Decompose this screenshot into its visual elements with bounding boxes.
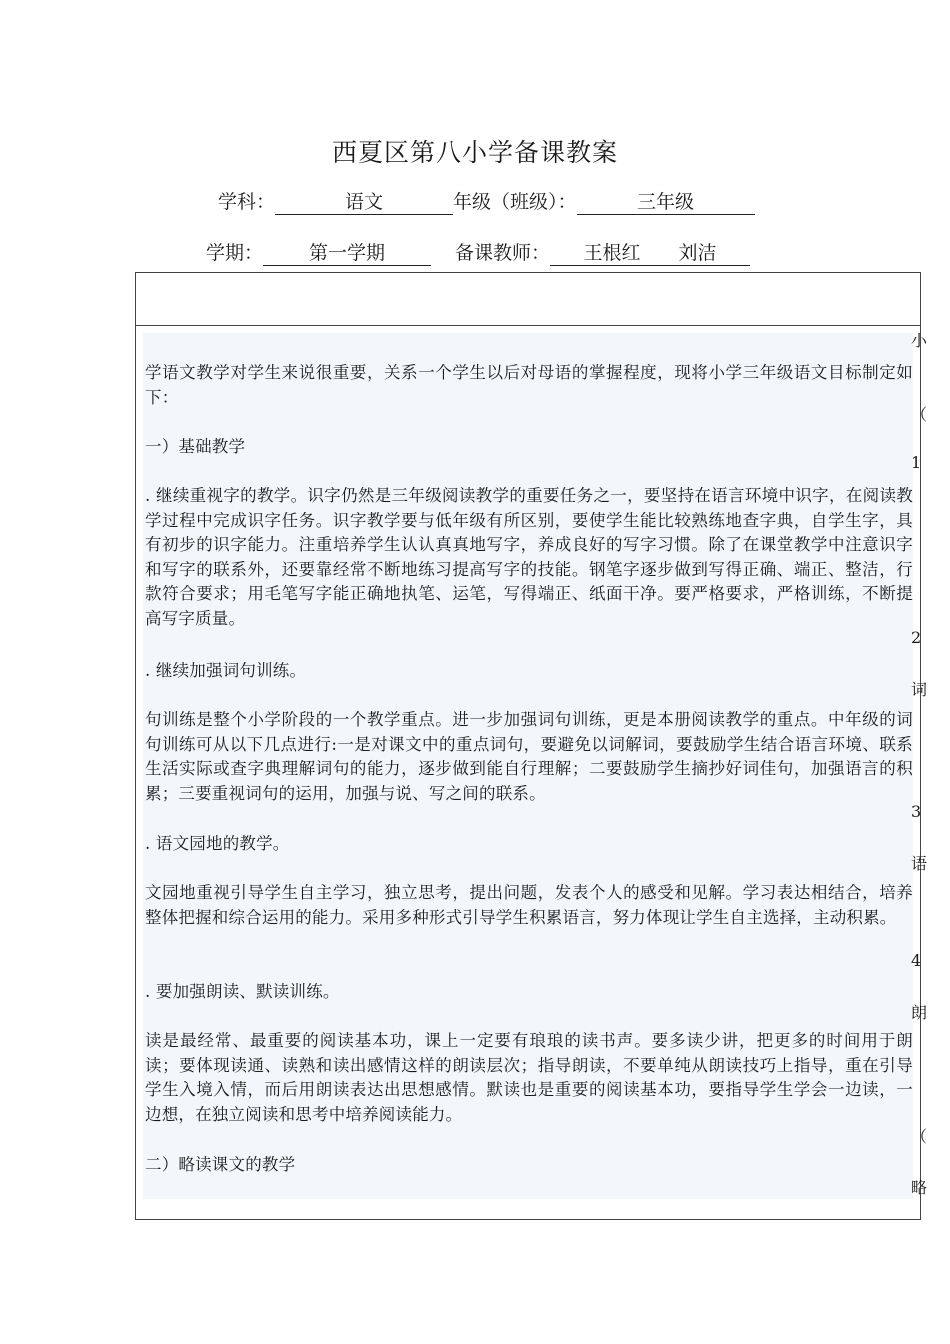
item-heading-reading-aloud: . 要加强朗读、默读训练。	[145, 982, 340, 1001]
section-heading-skim-reading: 二）略读课文的教学	[145, 1155, 296, 1174]
section-heading-basic: 一）基础教学	[145, 437, 246, 456]
margin-char: 语	[911, 854, 928, 873]
intro-paragraph: 学语文教学对学生来说很重要，关系一个学生以后对母语的掌握程度，现将小学三年级语文目标制定如下：	[145, 363, 913, 407]
teacher-value: 王根红 刘洁	[550, 241, 750, 266]
margin-char: （	[911, 1127, 928, 1146]
paragraph-word-training: 句训练是整个小学阶段的一个教学重点。进一步加强词句训练，更是本册阅读教学的重点。中年级的词句训练可从以下几点进行:一是对课文中的重点词句，要避免以词解词，要鼓励学生结合语言环境、联系生活实际或查字典理解词句的能力，逐步做到能自行理解；二要鼓励学生摘抄好词佳句，加强语言的积累；三要重视词句的运用，加强与说、写之间的联系。	[145, 710, 913, 803]
subject-label: 学科：	[218, 191, 276, 213]
margin-char: 词	[911, 680, 928, 699]
document-title: 西夏区第八小学备课教案	[331, 138, 618, 167]
paragraph-reading-aloud: 读是最经常、最重要的阅读基本功，课上一定要有琅琅的读书声。要多读少讲，把更多的时间用于朗读；要体现读通、读熟和读出感情这样的朗读层次；指导朗读，不要单纯从朗读技巧上指导，重在引导学生入境入情，而后用朗读表达出思想感情。默读也是重要的阅读基本功，要指导学生学会一边读，一边想，在独立阅读和思考中培养阅读能力。	[145, 1031, 913, 1124]
subject-value: 语文	[275, 190, 453, 215]
term-value: 第一学期	[263, 241, 431, 266]
margin-char: 略	[911, 1178, 928, 1197]
table-header-row	[136, 273, 920, 326]
margin-char: 4	[911, 951, 922, 970]
term-label: 学期：	[206, 242, 264, 264]
item-heading-word-training: . 继续加强词句训练。	[145, 661, 307, 680]
grade-label: 年级（班级）：	[453, 191, 577, 213]
margin-char: 朗	[911, 1003, 928, 1022]
item-heading-language-garden: . 语文园地的教学。	[145, 834, 290, 853]
paragraph-character-teaching: . 继续重视字的教学。识字仍然是三年级阅读教学的重要任务之一，要坚持在语言环境中识字，在阅读教学过程中完成识字任务。识字教学要与低年级有所区别，要使学生能比较熟练地查字典，自学生字，具有初步的识字能力。注重培养学生认认真真地写字，养成良好的写字习惯。除了在课堂教学中注意识字和写字的联系外，还要靠经常不断地练习提高写字的技能。钢笔字逐步做到写得正确、端正、整洁，行款符合要求；用毛笔写字能正确地执笔、运笔，写得端正、纸面干净。要严格要求，严格训练，不断提高写字质量。	[145, 486, 913, 628]
margin-char: （	[911, 405, 928, 424]
grade-value: 三年级	[577, 190, 755, 215]
margin-char: 2	[911, 628, 922, 647]
subject-grade-line	[218, 187, 755, 215]
lesson-content	[143, 333, 913, 1199]
paragraph-language-garden: 文园地重视引导学生自主学习，独立思考，提出问题，发表个人的感受和见解。学习表达相结合，培养整体把握和综合运用的能力。采用多种形式引导学生积累语言，努力体现让学生自主选择，主动积累。	[145, 883, 913, 927]
term-teacher-line	[206, 238, 750, 266]
lesson-plan-table	[135, 272, 921, 1220]
margin-char: 3	[911, 802, 922, 821]
margin-char: 1	[911, 453, 922, 472]
teacher-label: 备课教师：	[455, 242, 551, 264]
margin-char: 小	[911, 331, 928, 350]
